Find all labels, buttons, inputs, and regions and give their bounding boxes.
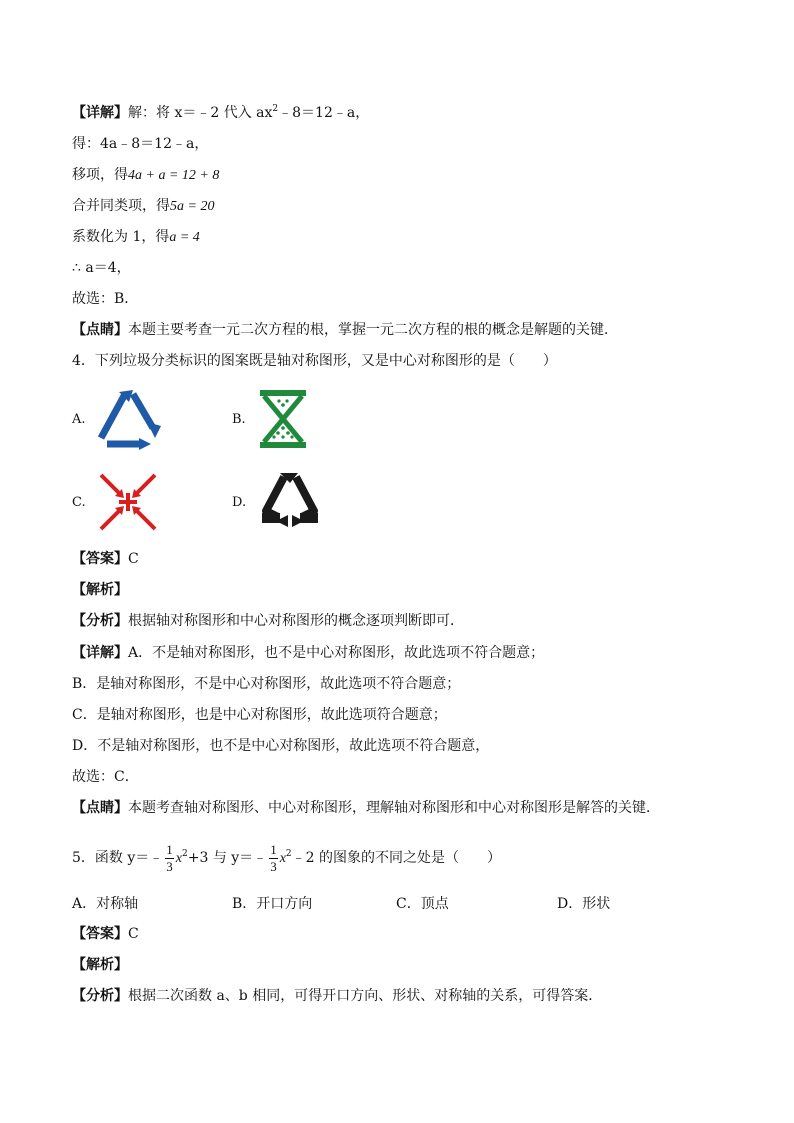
q5-frac1-num: 1 (166, 841, 173, 857)
q3-detail-text1-tail: ﹣8＝12﹣a， (278, 105, 370, 121)
q4-comment (72, 798, 660, 818)
q3-detail-line6: ∴ a＝4， (72, 260, 131, 276)
q5-frac1-den: 3 (166, 858, 173, 874)
detail-tag: 【详解】 (72, 105, 128, 121)
q4-comment-text: 本题考查轴对称图形、中心对称图形，理解轴对称图形和中心对称图形是解答的关键． (128, 800, 660, 816)
q3-detail-sup: 2 (272, 104, 279, 114)
q4-option-c-label: C. (72, 495, 86, 510)
q3-line3-math: 4a + a = 12 + 8 (128, 168, 220, 183)
q3-detail-line2: 得：4a﹣8＝12﹣a， (72, 136, 209, 152)
q5-tail: ﹣2 的图象的不同之处是（ ） (291, 850, 501, 866)
q3-detail-line3 (72, 165, 219, 186)
answer-tag: 【答案】 (72, 551, 128, 567)
comment-tag: 【点睛】 (72, 322, 128, 338)
q4-option-d-label: D. (232, 495, 247, 510)
q5-fraction-2 (269, 842, 278, 875)
q3-detail-line1 (72, 103, 369, 123)
q5-x1: x (175, 851, 182, 866)
q5-analysis-tag: 【解析】 (72, 957, 128, 973)
q5-prefix: 5．函数 y＝﹣ (72, 850, 164, 866)
q3-line4-text: 合并同类项，得 (72, 198, 170, 214)
q5-answer-value: C (128, 926, 139, 942)
q4-analysis-tag: 【解析】 (72, 582, 128, 598)
q4-stem: 4．下列垃圾分类标识的图案既是轴对称图形，又是中心对称图形的是（ ） (72, 353, 557, 369)
recycle-triangle-blue-icon (95, 388, 165, 454)
fenxi-tag: 【分析】 (72, 988, 128, 1004)
q4-option-a-label: A. (72, 412, 86, 427)
q3-detail-text1: 解：将 x＝﹣2 代入 ax (128, 105, 273, 121)
q4-detail-b: B．是轴对称图形，不是中心对称图形，故此选项不符合题意； (72, 676, 461, 692)
q5-fraction-1 (165, 842, 174, 875)
q5-choice-b: B．开口方向 (232, 896, 313, 912)
q4-detail-a-text: A．不是轴对称图形，也不是中心对称图形，故此选项不符合题意； (128, 645, 545, 661)
q3-line5-text: 系数化为 1，得 (72, 229, 170, 245)
q3-line3-text: 移项，得 (72, 167, 128, 183)
q3-line5-math: a = 4 (169, 230, 200, 245)
q3-comment-text: 本题主要考查一元二次方程的根，掌握一元二次方程的根的概念是解题的关键． (128, 322, 618, 338)
q5-x2: x (279, 851, 286, 866)
q5-mid: +3 与 y＝﹣ (187, 850, 268, 866)
q5-stem (72, 840, 501, 877)
q5-fenxi-text: 根据二次函数 a、b 相同，可得开口方向、形状、对称轴的关系，可得答案． (128, 988, 603, 1004)
q3-detail-line7: 故选：B． (72, 291, 139, 307)
q3-detail-line4 (72, 196, 214, 217)
q5-choice-d: D．形状 (557, 896, 611, 912)
q5-frac2-num: 1 (270, 841, 277, 857)
hourglass-green-icon (258, 388, 308, 454)
q4-answer (72, 549, 139, 569)
q4-detail-a (72, 643, 544, 663)
q5-choice-a: A．对称轴 (72, 896, 139, 912)
detail-tag: 【详解】 (72, 645, 128, 661)
q4-option-b-label: B. (232, 412, 246, 427)
q4-choose: 故选：C． (72, 769, 139, 785)
q5-answer (72, 924, 139, 944)
q4-detail-d: D．不是轴对称图形，也不是中心对称图形，故此选项不符合题意， (72, 738, 490, 754)
q5-fenxi (72, 986, 602, 1006)
recycle-triangle-black-icon (258, 469, 322, 535)
comment-tag: 【点睛】 (72, 800, 128, 816)
q3-line4-math: 5a = 20 (170, 199, 215, 214)
q4-answer-value: C (128, 551, 139, 567)
q4-fenxi-text: 根据轴对称图形和中心对称图形的概念逐项判断即可． (128, 613, 464, 629)
q4-detail-c: C．是轴对称图形，也是中心对称图形，故此选项符合题意； (72, 707, 447, 723)
fenxi-tag: 【分析】 (72, 613, 128, 629)
answer-tag: 【答案】 (72, 926, 128, 942)
q4-fenxi (72, 611, 464, 631)
q5-choice-c: C．顶点 (396, 896, 449, 912)
q5-sup1: 2 (182, 849, 188, 859)
q3-detail-line5 (72, 227, 200, 248)
inward-arrows-red-icon (97, 471, 159, 537)
q5-sup2: 2 (285, 849, 292, 859)
q5-frac2-den: 3 (270, 858, 277, 874)
q3-comment (72, 320, 618, 340)
